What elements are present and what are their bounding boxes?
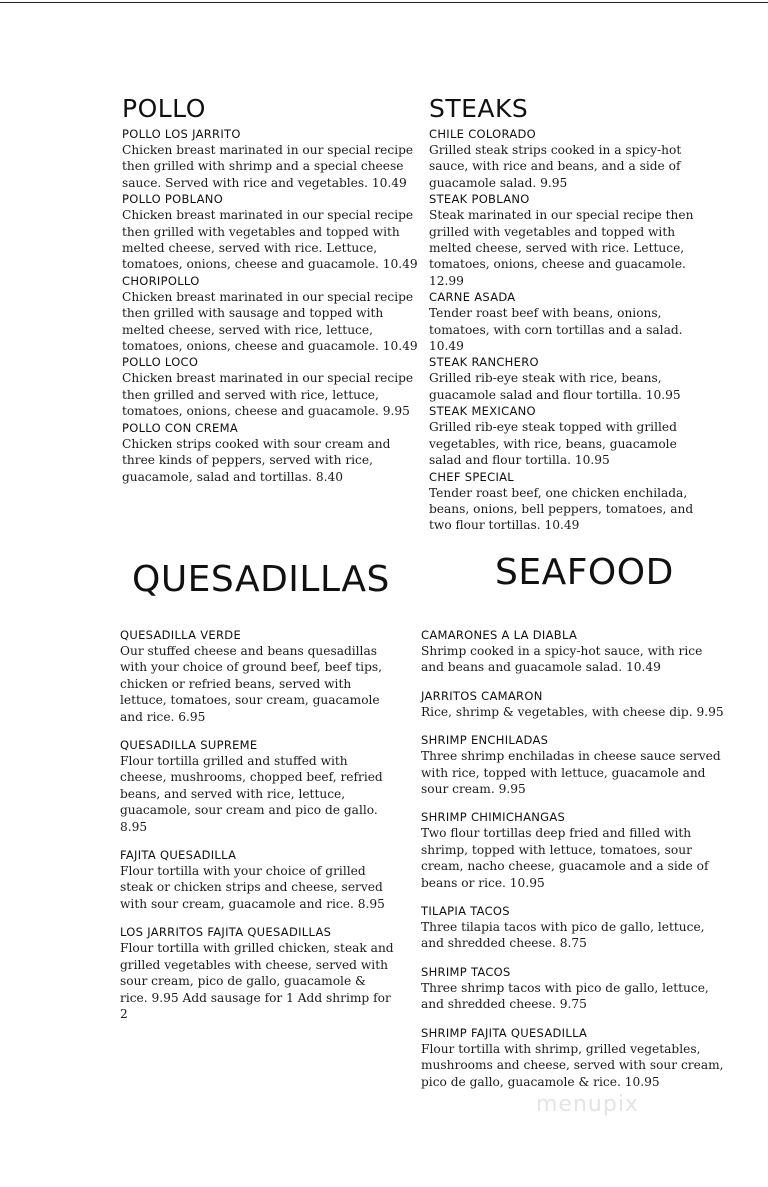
menu-item: [421, 903, 729, 952]
menu-item: [120, 924, 396, 1022]
menu-item: [421, 964, 729, 1013]
item-description: Flour tortilla grilled and stuffed with cheese, mushrooms, chopped beef, refried beans, and served with rice, lettuce, guacamole, sour cream and pico de gallo. 8.95: [120, 754, 383, 834]
pollo-title: POLLO: [122, 94, 206, 123]
item-name: CHORIPOLLO: [122, 273, 200, 288]
menu-item: [421, 809, 729, 891]
menu-item: [429, 191, 713, 289]
pollo-section: [122, 96, 422, 485]
item-name: CAMARONES A LA DIABLA: [421, 628, 578, 642]
seafood-section: [421, 627, 729, 1090]
item-description: Grilled rib-eye steak topped with grilled vegetables, with rice, beans, guacamole salad and flour tortilla. 10.95: [429, 420, 677, 468]
item-name: SHRIMP TACOS: [421, 964, 511, 979]
item-name: POLLO POBLANO: [122, 192, 224, 207]
menu-item: [421, 627, 729, 676]
item-description: Three shrimp tacos with pico de gallo, lettuce, and shredded cheese. 9.75: [421, 980, 709, 1012]
item-name: JARRITOS CAMARON: [421, 688, 543, 703]
item-name: POLLO LOS JARRITO: [122, 127, 241, 141]
item-name: STEAK RANCHERO: [429, 355, 539, 370]
item-description: Chicken breast marinated in our special recipe then grilled and served with rice, lettuce, tomatoes, onions, cheese and guacamole. 9.95: [122, 371, 414, 419]
item-description: Two flour tortillas deep fried and filled with shrimp, topped with lettuce, tomatoes, sour cream, nacho cheese, guacamole and a side of beans or rice. 10.95: [421, 826, 709, 890]
menu-item: [120, 737, 396, 835]
item-name: STEAK MEXICANO: [429, 404, 536, 419]
menu-item: [122, 354, 422, 419]
item-description: Chicken breast marinated in our special recipe then grilled with shrimp and a special cheese sauce. Served with rice and vegetables. 10.49: [122, 143, 414, 190]
item-name: STEAK POBLANO: [429, 192, 530, 207]
item-name: LOS JARRITOS FAJITA QUESADILLAS: [120, 925, 332, 940]
top-border-line: [0, 2, 768, 3]
item-description: Chicken strips cooked with sour cream and three kinds of peppers, served with rice, guacamole, salad and tortillas. 8.40: [122, 436, 391, 484]
item-name: SHRIMP CHIMICHANGAS: [421, 810, 566, 825]
item-description: Our stuffed cheese and beans quesadillas with your choice of ground beef, beef tips, chicken or refried beans, served with lettuce, tomatoes, sour cream, guacamole and rice. 6.95: [120, 644, 382, 724]
menu-item: [122, 420, 422, 485]
item-description: Flour tortilla with your choice of grilled steak or chicken strips and cheese, served with sour cream, guacamole and rice. 8.95: [120, 864, 385, 911]
item-description: Tender roast beef with beans, onions, tomatoes, with corn tortillas and a salad. 10.49: [429, 306, 683, 354]
pollo-item-list: [122, 126, 422, 485]
menu-item: [429, 289, 713, 354]
item-name: SHRIMP ENCHILADAS: [421, 733, 549, 748]
item-description: Tender roast beef, one chicken enchilada, beans, onions, bell peppers, tomatoes, and two flour tortillas. 10.49: [429, 485, 694, 533]
menu-item: [429, 403, 713, 468]
menu-item: [122, 126, 422, 191]
steaks-section: [429, 96, 713, 534]
item-name: TILAPIA TACOS: [421, 904, 510, 919]
item-name: QUESADILLA VERDE: [120, 628, 242, 642]
item-description: Flour tortilla with grilled chicken, steak and grilled vegetables with cheese, served with sour cream, pico de gallo, guacamole & rice. 9.95 Add sausage for 1 Add shrimp for 2: [120, 941, 394, 1021]
seafood-title: SEAFOOD: [495, 552, 674, 593]
steaks-title: STEAKS: [429, 94, 529, 123]
item-description: Shrimp cooked in a spicy-hot sauce, with rice and beans and guacamole salad. 10.49: [421, 644, 703, 675]
menu-item: [429, 469, 713, 534]
item-name: CHEF SPECIAL: [429, 469, 515, 484]
item-description: Grilled steak strips cooked in a spicy-hot sauce, with rice and beans, and a side of guacamole salad. 9.95: [429, 143, 682, 190]
item-name: FAJITA QUESADILLA: [120, 848, 237, 863]
item-name: CARNE ASADA: [429, 290, 516, 305]
item-description: Steak marinated in our special recipe then grilled with vegetables and topped with melted cheese, served with rice. Lettuce, tomatoes, onions, cheese and guacamole. 12.99: [429, 208, 694, 288]
item-description: Chicken breast marinated in our special recipe then grilled with sausage and topped with melted cheese, served with rice, lettuce, tomatoes, onions, cheese and guacamole. 10.49: [122, 289, 418, 354]
menu-item: [429, 354, 713, 403]
item-name: POLLO LOCO: [122, 355, 199, 370]
steaks-item-list: [429, 126, 713, 534]
item-description: Three tilapia tacos with pico de gallo, lettuce, and shredded cheese. 8.75: [421, 920, 705, 951]
item-description: Grilled rib-eye steak with rice, beans, guacamole salad and flour tortilla. 10.95: [429, 371, 681, 402]
menu-item: [429, 126, 713, 191]
quesadillas-section: [120, 627, 396, 1022]
item-name: POLLO CON CREMA: [122, 420, 239, 435]
menu-item: [421, 732, 729, 797]
item-description: Flour tortilla with shrimp, grilled vegetables, mushrooms and cheese, served with sour cream, pico de gallo, guacamole & rice. 10.95: [421, 1041, 724, 1089]
item-name: QUESADILLA SUPREME: [120, 738, 258, 753]
item-name: SHRIMP FAJITA QUESADILLA: [421, 1025, 588, 1040]
menu-item: [421, 688, 729, 720]
menu-item: [120, 847, 396, 912]
menu-item: [120, 627, 396, 725]
item-name: CHILE COLORADO: [429, 127, 537, 141]
menupix-watermark: menupix: [536, 1092, 639, 1117]
quesadillas-title: QUESADILLAS: [132, 559, 390, 600]
item-description: Rice, shrimp & vegetables, with cheese dip. 9.95: [421, 704, 724, 719]
menu-item: [421, 1025, 729, 1090]
menu-item: [122, 191, 422, 273]
item-description: Three shrimp enchiladas in cheese sauce served with rice, topped with lettuce, guacamole and sour cream. 9.95: [421, 749, 721, 797]
item-description: Chicken breast marinated in our special recipe then grilled with vegetables and topped with melted cheese, served with rice. Lettuce, tomatoes, onions, cheese and guacamole. 10.49: [122, 208, 418, 272]
menu-item: [122, 273, 422, 355]
